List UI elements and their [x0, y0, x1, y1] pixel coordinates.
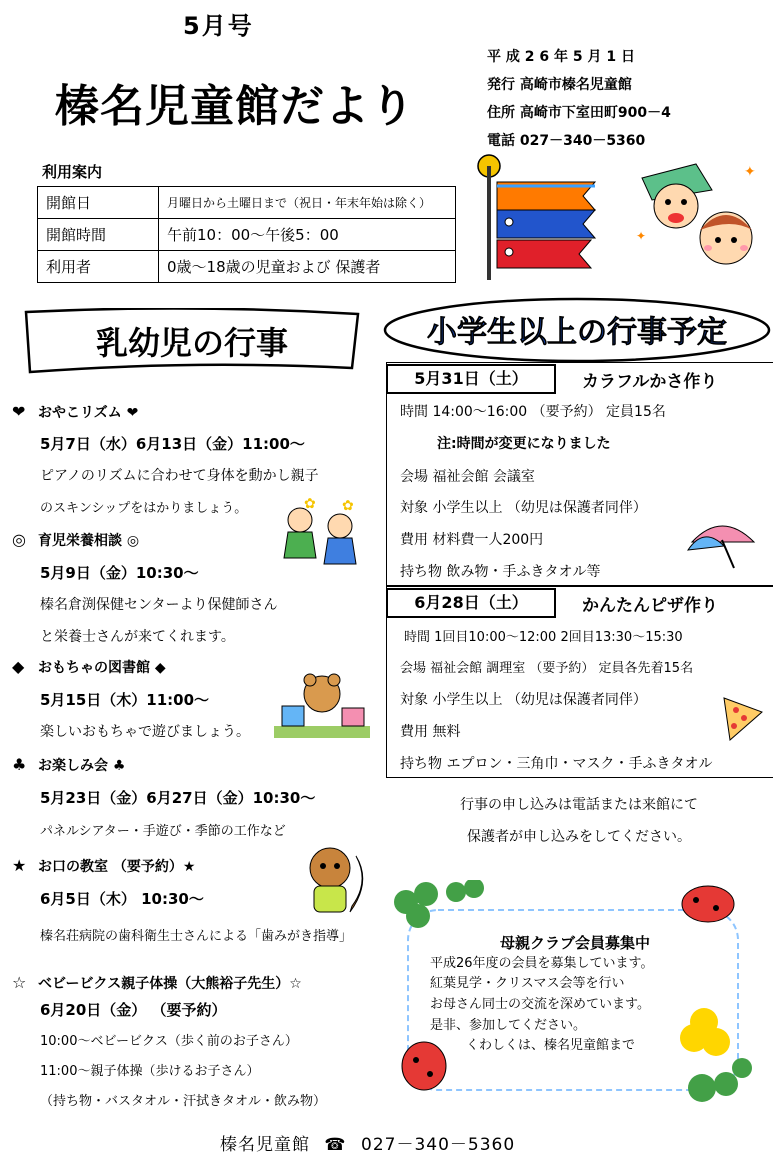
event2-title: かんたんピザ作り: [582, 596, 718, 616]
infant-events-title: 乳幼児の行事: [95, 324, 289, 362]
event1-fee: 費用 材料費一人200円: [400, 532, 544, 548]
event1-note: 注:時間が変更になりました: [437, 436, 611, 452]
pizza-illustration: [720, 692, 766, 744]
event1-venue: 会場 福祉会館 会議室: [400, 469, 535, 485]
infant-events-banner: [22, 308, 362, 376]
club-line: お母さん同士の交流を深めています。: [430, 997, 650, 1012]
event-desc: のスキンシップをはかりましょう。: [40, 501, 248, 516]
svg-text:✦: ✦: [636, 229, 647, 243]
double-circle-icon: ◎: [12, 530, 26, 549]
apply-notice: 保護者が申し込みをしてください。: [467, 829, 691, 845]
event-title: [12, 856, 195, 876]
event-desc: と栄養士さんが来てくれます。: [40, 629, 235, 645]
svg-text:✦: ✦: [744, 164, 756, 180]
event-title-text: お口の教室 （要予約）★: [38, 859, 196, 875]
footer-phone: 027－340－5360: [361, 1135, 516, 1155]
usage-heading: 利用案内: [42, 163, 103, 181]
event-date: 6月20日（金） （要予約）: [40, 1001, 227, 1019]
event2-items: 持ち物 エプロン・三角巾・マスク・手ふきタオル: [400, 756, 713, 772]
event-date: 5月7日（水）6月13日（金）11:00～: [40, 435, 305, 453]
toys-illustration: [272, 668, 372, 740]
svg-text:✿: ✿: [342, 498, 354, 514]
apply-notice: 行事の申し込みは電話または来館にて: [460, 797, 698, 813]
outline-star-icon: ☆: [12, 973, 27, 992]
table-row: [38, 219, 456, 251]
event-title: [12, 530, 139, 550]
phone: 電話 027－340－5360: [487, 133, 646, 149]
event-desc: （持ち物・バスタオル・汗拭きタオル・飲み物）: [40, 1094, 327, 1109]
event-title: [12, 755, 125, 775]
event-desc: 榛名荘病院の歯科衛生士さんによる「歯みがき指導」: [40, 929, 353, 944]
diamond-icon: ◆: [12, 657, 25, 676]
issue-date: 平 成 2 6 年 5 月 1 日: [487, 49, 635, 65]
event-desc: 楽しいおもちゃで遊びましょう。: [40, 724, 250, 740]
usage-value: 0歳～18歳の児童および 保護者: [159, 251, 456, 283]
event-title-text: お楽しみ会 ♣: [38, 758, 126, 774]
star-icon: ★: [12, 856, 27, 875]
event-desc: 榛名倉渕保健センターより保健師さん: [40, 597, 278, 613]
event1-time: 時間 14:00～16:00 （要予約） 定員15名: [400, 404, 666, 420]
event1-target: 対象 小学生以上 （幼児は保護者同伴）: [400, 500, 647, 516]
event-date: 5月15日（木）11:00～: [40, 691, 210, 709]
event-title-text: 育児栄養相談 ◎: [38, 533, 140, 549]
kids-playing-illustration: [270, 496, 370, 576]
event1-date: 5月31日（土）: [386, 364, 556, 394]
squirrel-illustration: [300, 842, 372, 918]
club-title: 母親クラブ会員募集中: [500, 934, 651, 952]
event-title: [12, 973, 302, 993]
newsletter-title: 榛名児童館だより: [55, 81, 415, 132]
phone-icon: ☎: [324, 1135, 347, 1155]
children-illustration: [632, 160, 760, 280]
usage-label: 開館日: [38, 187, 159, 219]
usage-table: [37, 186, 456, 283]
event2-date: 6月28日（土）: [386, 588, 556, 618]
club-line: くわしくは、榛名児童館まで: [466, 1038, 636, 1053]
table-row: [38, 187, 456, 219]
footer: [220, 1130, 515, 1155]
event-desc: 10:00～ベビービクス（歩く前のお子さん）: [40, 1034, 298, 1049]
club-icon: ♣: [12, 755, 27, 774]
club-line: 平成26年度の会員を募集しています。: [430, 956, 654, 971]
table-row: [38, 251, 456, 283]
event-title: [12, 657, 166, 677]
event2-time: 時間 1回目10:00～12:00 2回目13:30～15:30: [404, 630, 683, 645]
event2-fee: 費用 無料: [400, 724, 461, 740]
event-date: 6月5日（木） 10:30～: [40, 890, 204, 908]
event-desc: パネルシアター・手遊び・季節の工作など: [40, 824, 286, 839]
event-title-text: ベビービクス親子体操（大熊裕子先生）☆: [38, 976, 302, 992]
event2-venue: 会場 福祉会館 調理室 （要予約） 定員各先着15名: [400, 661, 694, 676]
event2-target: 対象 小学生以上 （幼児は保護者同伴）: [400, 692, 647, 708]
koinobori-illustration: [475, 152, 605, 282]
event-desc: ピアノのリズムに合わせて身体を動かし親子: [40, 468, 319, 484]
event-date: 5月23日（金）6月27日（金）10:30～: [40, 789, 316, 807]
event-title-text: おもちゃの図書館 ◆: [38, 660, 166, 676]
heart-icon: ❤: [12, 402, 26, 421]
club-line: 是非、参加してください。: [430, 1018, 587, 1033]
event1-items: 持ち物 飲み物・手ふきタオル等: [400, 564, 601, 580]
usage-label: 利用者: [38, 251, 159, 283]
club-line: 紅葉見学・クリスマス会等を行い: [430, 976, 625, 991]
issue-label: 5月号: [183, 12, 254, 40]
usage-value: 月曜日から土曜日まで（祝日・年末年始は除く）: [159, 187, 456, 219]
event-date: 5月9日（金）10:30～: [40, 564, 199, 582]
publisher: 発行 高崎市榛名児童館: [487, 77, 632, 93]
footer-name: 榛名児童館: [220, 1135, 310, 1155]
usage-value: 午前10：00～午後5：00: [159, 219, 456, 251]
umbrella-illustration: [684, 516, 760, 572]
usage-label: 開館時間: [38, 219, 159, 251]
event-desc: 11:00～親子体操（歩けるお子さん）: [40, 1064, 260, 1079]
event1-title: カラフルかさ作り: [582, 372, 718, 392]
svg-text:✿: ✿: [304, 496, 316, 512]
event-title-text: おやこリズム ❤: [38, 405, 139, 421]
event-title: [12, 402, 138, 422]
address: 住所 高崎市下室田町900－4: [487, 105, 671, 121]
school-events-banner: [382, 296, 772, 364]
school-events-title: 小学生以上の行事予定: [427, 315, 727, 350]
